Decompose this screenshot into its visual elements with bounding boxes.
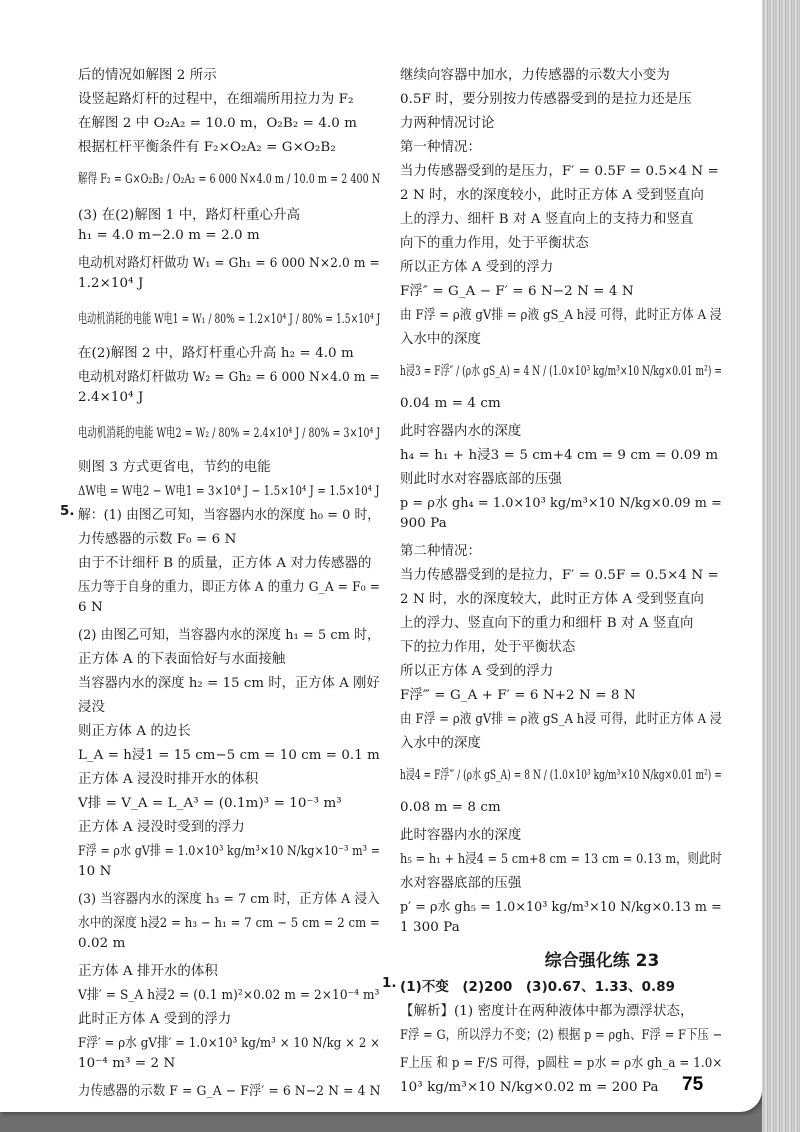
text-line: 上的浮力、细杆 B 对 A 竖直向上的支持力和竖直 xyxy=(400,212,694,227)
text-line: 此时容器内水的深度 xyxy=(400,828,522,843)
text-line: 2.4×10⁴ J xyxy=(78,390,144,405)
equation-line: h浸4 = F浮‴ / (ρ水 gS_A) = 8 N / (1.0×10³ kg/m³×10 N/kg×0.01 m²) = xyxy=(400,768,722,783)
text-line: 根据杠杆平衡条件有 F₂×O₂A₂ = G×O₂B₂ xyxy=(78,140,336,155)
section-title: 综合强化练 23 xyxy=(544,951,660,971)
q1-answer: (1)不变 (2)200 (3)0.67、1.33、0.89 xyxy=(400,980,676,995)
analysis-line: F上压 和 p = F/S 可得，p圆柱 = p水 = ρ水 gh_a = 1.0× xyxy=(400,1056,723,1071)
text-line: 0.5F 时，要分别按力传感器受到的是拉力还是压 xyxy=(400,92,692,107)
text-line: V排 = V_A = L_A³ = (0.1m)³ = 10⁻³ m³ xyxy=(78,796,342,811)
text-line: 1.2×10⁴ J xyxy=(78,276,144,291)
text-line: 则此时水对容器底部的压强 xyxy=(400,472,562,487)
text-line: 力传感器的示数 F₀ = 6 N xyxy=(78,532,237,547)
text-line: 第二种情况： xyxy=(400,544,481,559)
text-line: 当容器内水的深度 h₂ = 15 cm 时，正方体 A 刚好 xyxy=(78,676,380,691)
text-line: 后的情况如解图 2 所示 xyxy=(78,68,217,83)
text-line: 上的浮力、竖直向下的重力和细杆 B 对 A 竖直向 xyxy=(400,616,694,631)
text-line: 2 N 时，水的深度较大，此时正方体 A 受到竖直向 xyxy=(400,592,704,607)
text-line: (3) 在(2)解图 1 中，路灯杆重心升高 xyxy=(78,208,301,223)
text-line: 则正方体 A 的边长 xyxy=(78,724,191,739)
question-number-1: 1. xyxy=(382,976,397,991)
text-line: 当力传感器受到的是拉力，F′ = 0.5F = 0.5×4 N = xyxy=(400,568,719,583)
text-line: 由于不计细杆 B 的质量，正方体 A 对力传感器的 xyxy=(78,556,372,571)
text-line: 所以正方体 A 受到的浮力 xyxy=(400,664,554,679)
question-number-5: 5. xyxy=(60,504,75,519)
text-line: F浮‴ = G_A + F′ = 6 N+2 N = 8 N xyxy=(400,688,636,703)
text-line: 继续向容器中加水，力传感器的示数大小变为 xyxy=(400,68,670,83)
text-line: 解：(1) 由图乙可知，当容器内水的深度 h₀ = 0 时， xyxy=(78,508,381,523)
text-line: 由 F浮 = ρ液 gV排 = ρ液 gS_A h浸 可得，此时正方体 A 浸 xyxy=(400,712,722,727)
page-stack-edge xyxy=(762,0,800,1132)
text-line: 压力等于自身的重力，即正方体 A 的重力 G_A = F₀ = xyxy=(78,580,381,595)
text-line: 力传感器的示数 F = G_A − F浮′ = 6 N−2 N = 4 N xyxy=(78,1084,381,1099)
analysis-line: F浮 = G，所以浮力不变；(2) 根据 p = ρgh、F浮 = F下压 − xyxy=(400,1028,723,1043)
text-line: 正方体 A 的下表面恰好与水面接触 xyxy=(78,652,286,667)
text-line: 900 Pa xyxy=(400,516,447,531)
text-line: (3) 当容器内水的深度 h₃ = 7 cm 时，正方体 A 浸入 xyxy=(78,892,380,907)
text-line: 0.02 m xyxy=(78,936,126,951)
text-line: 电动机对路灯杆做功 W₂ = Gh₂ = 6 000 N×4.0 m = xyxy=(78,370,380,385)
text-line: 力两种情况讨论 xyxy=(400,116,495,131)
equation-line: 电动机消耗的电能 W电2 = W₂ / 80% = 2.4×10⁴ J / 80% = 3×10⁴ J xyxy=(78,426,381,441)
text-line: 正方体 A 浸没时受到的浮力 xyxy=(78,820,245,835)
text-line: L_A = h浸1 = 15 cm−5 cm = 10 cm = 0.1 m xyxy=(78,748,380,763)
text-line: 正方体 A 排开水的体积 xyxy=(78,964,218,979)
text-line: 电动机对路灯杆做功 W₁ = Gh₁ = 6 000 N×2.0 m = xyxy=(78,256,380,271)
text-line: 6 N xyxy=(78,600,103,615)
analysis-line: 10³ kg/m³×10 N/kg×0.02 m = 200 Pa xyxy=(400,1080,659,1095)
text-line: 此时容器内水的深度 xyxy=(400,424,522,439)
text-line: h₅ = h₁ + h浸4 = 5 cm+8 cm = 13 cm = 0.13 m，则此时 xyxy=(400,852,722,867)
equation-line: 解得 F₂ = G×O₂B₂ / O₂A₂ = 6 000 N×4.0 m / 10.0 m = 2 400 N xyxy=(78,172,381,187)
analysis-line: 【解析】(1) 密度计在两种液体中都为漂浮状态， xyxy=(400,1004,694,1019)
text-line: 第一种情况： xyxy=(400,140,481,155)
text-line: 正方体 A 浸没时排开水的体积 xyxy=(78,772,259,787)
text-line: 10⁻⁴ m³ = 2 N xyxy=(78,1056,176,1071)
text-line: p′ = ρ水 gh₅ = 1.0×10³ kg/m³×10 N/kg×0.13 m = xyxy=(400,900,722,915)
text-line: 下的拉力作用，处于平衡状态 xyxy=(400,640,576,655)
text-line: 在解图 2 中 O₂A₂ = 10.0 m，O₂B₂ = 4.0 m xyxy=(78,116,358,131)
text-line: 0.08 m = 8 cm xyxy=(400,800,501,815)
text-line: 10 N xyxy=(78,864,112,879)
text-line: 由 F浮 = ρ液 gV排 = ρ液 gS_A h浸 可得，此时正方体 A 浸 xyxy=(400,308,722,323)
text-line: 浸没 xyxy=(78,700,105,715)
text-line: h₄ = h₁ + h浸3 = 5 cm+4 cm = 9 cm = 0.09 m xyxy=(400,448,719,463)
text-line: ΔW电 = W电2 − W电1 = 3×10⁴ J − 1.5×10⁴ J = 1.5×10⁴ J xyxy=(78,484,380,499)
text-line: h₁ = 4.0 m−2.0 m = 2.0 m xyxy=(78,228,260,243)
text-line: 所以正方体 A 受到的浮力 xyxy=(400,260,554,275)
text-line: 水对容器底部的压强 xyxy=(400,876,522,891)
text-line: 0.04 m = 4 cm xyxy=(400,396,501,411)
equation-line: h浸3 = F浮″ / (ρ水 gS_A) = 4 N / (1.0×10³ kg/m³×10 N/kg×0.01 m²) = xyxy=(400,364,723,379)
text-line: 水中的深度 h浸2 = h₃ − h₁ = 7 cm − 5 cm = 2 cm = xyxy=(78,916,380,931)
text-line: 向下的重力作用，处于平衡状态 xyxy=(400,236,589,251)
text-line: 在(2)解图 2 中，路灯杆重心升高 h₂ = 4.0 m xyxy=(78,346,354,361)
text-line: 入水中的深度 xyxy=(400,736,481,751)
text-line: V排′ = S_A h浸2 = (0.1 m)²×0.02 m = 2×10⁻⁴ m³ xyxy=(78,988,380,1003)
text-line: 设竖起路灯杆的过程中，在细端所用拉力为 F₂ xyxy=(78,92,354,107)
text-line: 此时正方体 A 受到的浮力 xyxy=(78,1012,232,1027)
text-line: F浮′ = ρ水 gV排′ = 1.0×10³ kg/m³ × 10 N/kg × 2 × xyxy=(78,1036,381,1051)
text-line: 入水中的深度 xyxy=(400,332,481,347)
text-line: 2 N 时，水的深度较小，此时正方体 A 受到竖直向 xyxy=(400,188,704,203)
text-line: 则图 3 方式更省电，节约的电能 xyxy=(78,460,271,475)
text-line: p = ρ水 gh₄ = 1.0×10³ kg/m³×10 N/kg×0.09 m = xyxy=(400,496,722,511)
page-number: 75 xyxy=(682,1074,704,1095)
text-line: 1 300 Pa xyxy=(400,920,460,935)
text-line: (2) 由图乙可知，当容器内水的深度 h₁ = 5 cm 时， xyxy=(78,628,380,643)
equation-line: 电动机消耗的电能 W电1 = W₁ / 80% = 1.2×10⁴ J / 80% = 1.5×10⁴ J xyxy=(78,312,381,327)
text-line: F浮″ = G_A − F′ = 6 N−2 N = 4 N xyxy=(400,284,634,299)
text-line: 当力传感器受到的是压力，F′ = 0.5F = 0.5×4 N = xyxy=(400,164,719,179)
text-line: F浮 = ρ水 gV排 = 1.0×10³ kg/m³×10 N/kg×10⁻³ m³ = xyxy=(78,844,381,859)
